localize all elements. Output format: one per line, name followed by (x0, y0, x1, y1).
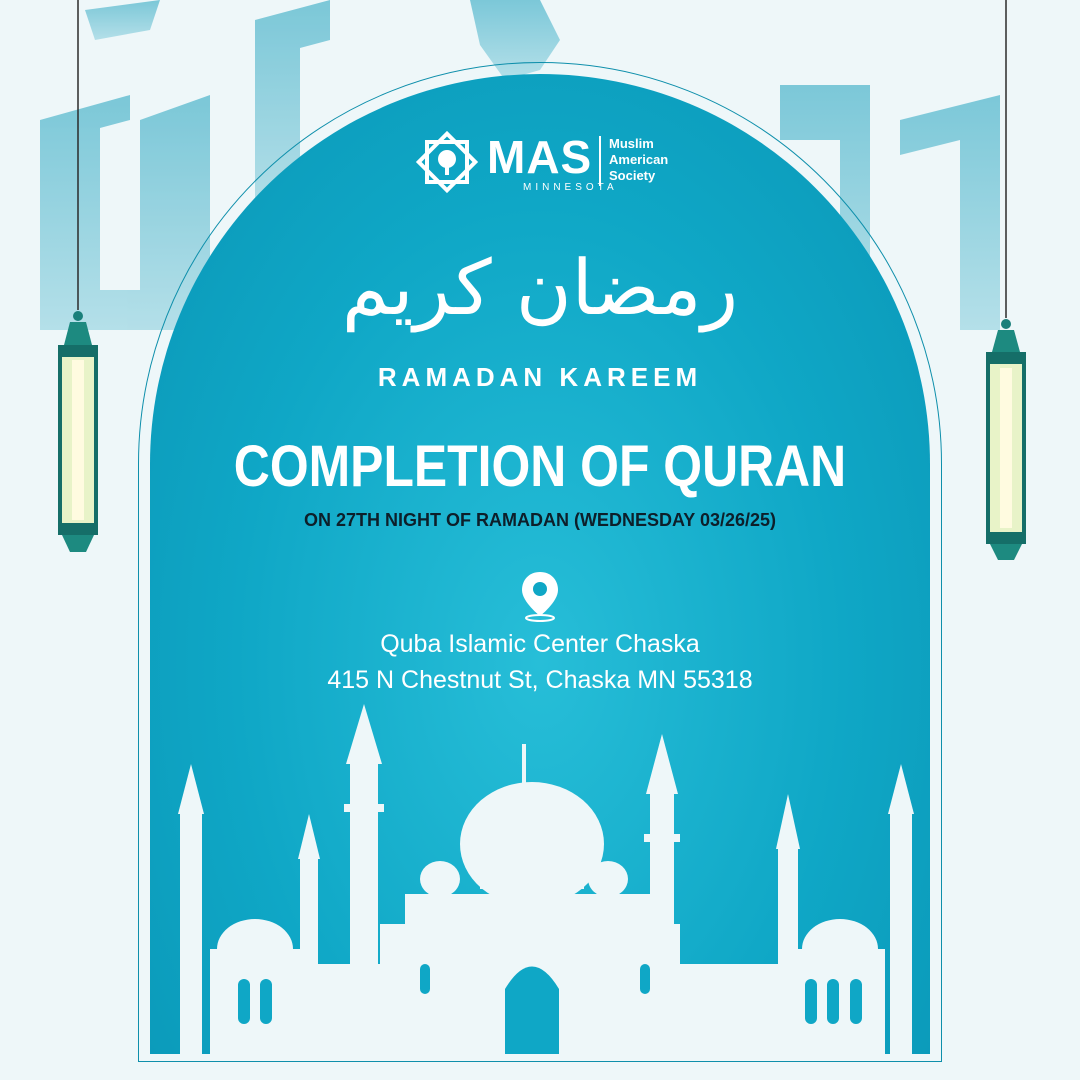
location-pin-icon (518, 570, 562, 622)
venue-name: Quba Islamic Center Chaska (380, 630, 700, 658)
venue-address: 415 N Chestnut St, Chaska MN 55318 (327, 666, 753, 694)
event-title: COMPLETION OF QURAN (233, 434, 847, 499)
logo-acronym: MAS (487, 131, 593, 183)
mosque-silhouette (150, 694, 930, 1054)
event-subtitle: ON 27TH NIGHT OF RAMADAN (WEDNESDAY 03/26/25) (303, 510, 777, 530)
logo-divider (599, 136, 601, 186)
tree-emblem-icon (415, 130, 479, 194)
ramadan-kareem-heading: RAMADAN KAREEM (377, 362, 703, 392)
logo-state: MINNESOTA (523, 182, 618, 193)
logo-name-line-1: Muslim (609, 136, 654, 151)
logo-name (609, 136, 679, 184)
arabic-calligraphy: رمضان كريم (341, 243, 739, 332)
logo-name-line-2: American (609, 152, 669, 167)
logo-name-line-3: Society (609, 168, 656, 183)
venue-block (0, 626, 1080, 698)
arch-panel (150, 74, 930, 1054)
mas-logo (415, 122, 675, 206)
